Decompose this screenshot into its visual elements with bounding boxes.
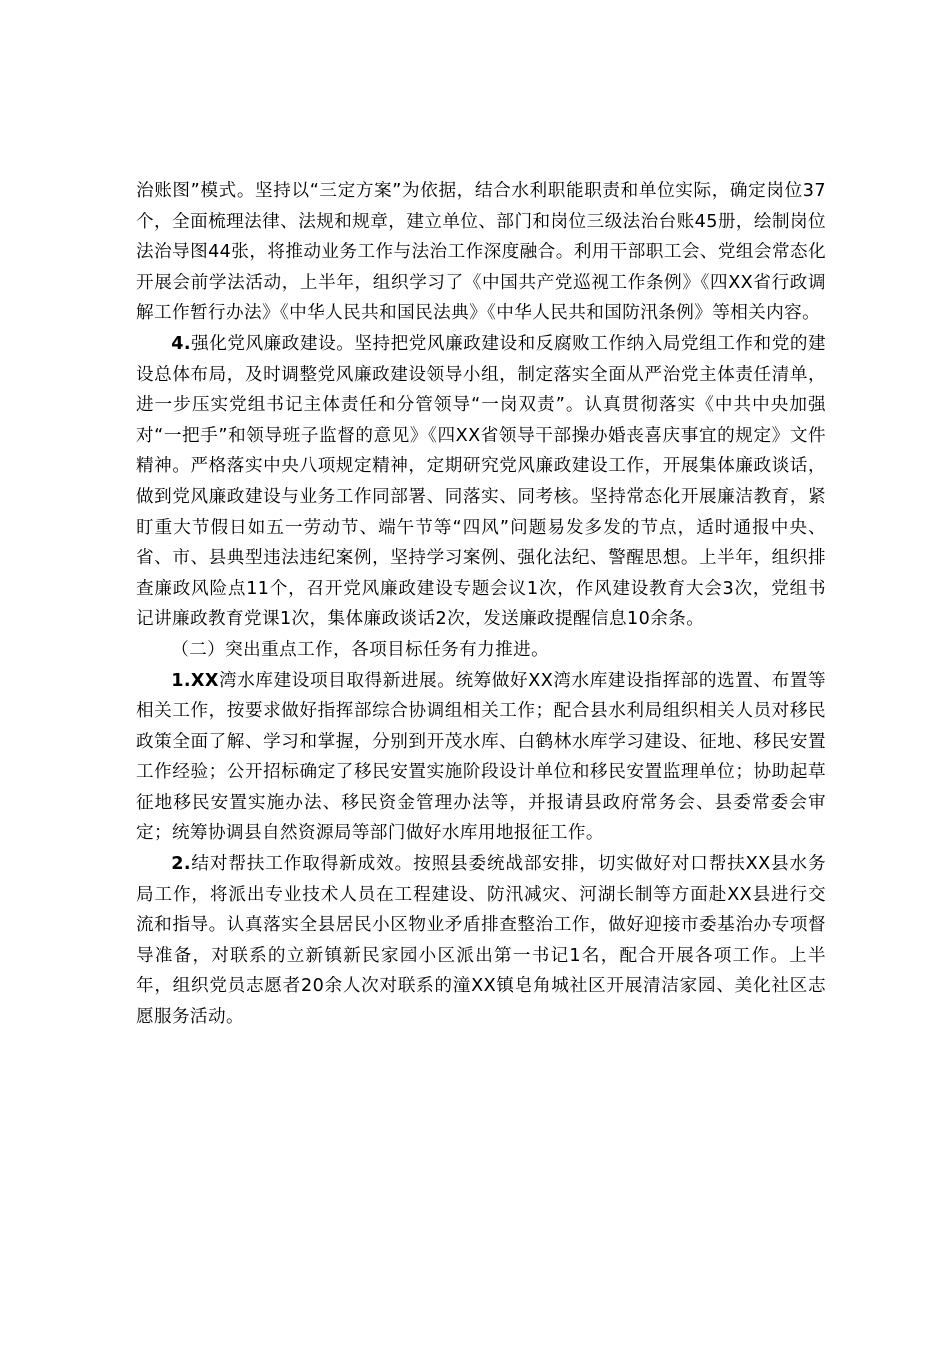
paragraph-reservoir-project — [136, 666, 826, 850]
paragraph-paired-assistance — [136, 849, 826, 1033]
paragraph-text: 湾水库建设项目取得新进展。统筹做好XX湾水库建设指挥部的选置、布置等相关工作，按要求做好指挥部综合协调组相关工作；配合县水利局组织相关人员对移民政策全面了解、学习和掌握，分别到开茂水库、白鹤林水库学习建设、征地、移民安置工作经验；公开招标确定了移民安置实施阶段设计单位和移民安置监理单位；协助起草征地移民安置实施办法、移民资金管理办法等，并报请县政府常务会、县委常委会审定；统筹协调县自然资源局等部门做好水库用地报征工作。 — [136, 670, 826, 844]
section-heading-text: （二）突出重点工作，各项目标任务有力推进。 — [171, 639, 550, 660]
paragraph-text: 强化党风廉政建设。坚持把党风廉政建设和反腐败工作纳入局党组工作和党的建设总体布局，及时调整党风廉政建设领导小组，制定落实全面从严治党主体责任清单，进一步压实党组书记主体责任和分管领导“一岗双责”。认真贯彻落实《中共中央加强对“一把手”和领导班子监督的意见》《四XX省领导干部操办婚丧喜庆事宜的规定》文件精神。严格落实中央八项规定精神，定期研究党风廉政建设工作，开展集体廉政谈话，做到党风廉政建设与业务工作同部署、同落实、同考核。坚持常态化开展廉洁教育，紧盯重大节假日如五一劳动节、端午节等“四风”问题易发多发的节点，适时通报中央、省、市、县典型违法违纪案例，坚持学习案例、强化法纪、警醒思想。上半年，组织排查廉政风险点11个，召开党风廉政建设专题会议1次，作风建设教育大会3次，党组书记讲廉政教育党课1次，集体廉政谈话2次，发送廉政提醒信息10余条。 — [136, 333, 826, 630]
paragraph-text: 治账图”模式。坚持以“三定方案”为依据，结合水利职能职责和单位实际，确定岗位37个，全面梳理法律、法规和规章，建立单位、部门和岗位三级法治台账45册，绘制岗位法治导图44张，将推动业务工作与法治工作深度融合。利用干部职工会、党组会常态化开展会前学法活动，上半年，组织学习了《中国共产党巡视工作条例》《四XX省行政调解工作暂行办法》《中华人民共和国民法典》《中华人民共和国防汛条例》等相关内容。 — [136, 181, 826, 324]
paragraph-party-integrity — [136, 329, 826, 635]
section-heading — [136, 635, 826, 666]
paragraph-number: 1.XX — [171, 670, 219, 691]
paragraph-number: 4. — [171, 333, 191, 354]
document-body — [136, 176, 826, 1033]
paragraph-number: 2. — [171, 854, 191, 875]
paragraph-text: 结对帮扶工作取得新成效。按照县委统战部安排，切实做好对口帮扶XX县水务局工作，将派出专业技术人员在工程建设、防汛减灾、河湖长制等方面赴XX县进行交流和指导。认真落实全县居民小区物业矛盾排查整治工作，做好迎接市委基治办专项督导准备，对联系的立新镇新民家园小区派出第一书记1名，配合开展各项工作。上半年，组织党员志愿者20余人次对联系的潼XX镇皂角城社区开展清洁家园、美化社区志愿服务活动。 — [136, 854, 826, 1028]
paragraph-legal-continuation — [136, 176, 826, 329]
